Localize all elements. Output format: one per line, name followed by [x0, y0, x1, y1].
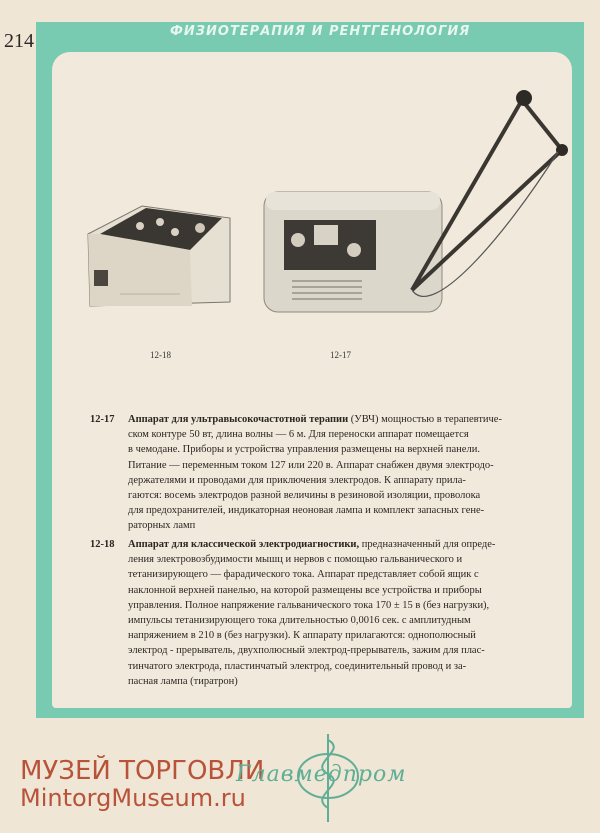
entry-line: управления. Полное напряжение гальванического тока 170 ± 15 в (без нагрузки),	[128, 599, 490, 611]
entry-line: Питание — переменным током 127 или 220 в. Аппарат снабжен двумя электродо-	[128, 459, 494, 471]
photo-electrodiagnostics-apparatus	[80, 198, 240, 310]
museum-watermark: МУЗЕЙ ТОРГОВЛИ	[20, 756, 265, 786]
entry-line: предназначенный для опреде-	[361, 539, 496, 550]
photo-uhf-therapy-apparatus	[262, 80, 582, 330]
entry-line: (УВЧ) мощностью в терапевтиче-	[350, 414, 502, 425]
entry-title: Аппарат для ультравысокочастотной терапии	[128, 414, 349, 425]
entry-12-17	[90, 412, 545, 534]
entry-line: гаются: восемь электродов разной величины в резиновой изоляции, проволока	[128, 490, 481, 502]
caption-12-18: 12-18	[150, 350, 171, 360]
entry-number: 12-18	[90, 539, 115, 550]
entry-12-18	[90, 537, 545, 689]
entry-line: ском контуре 50 вт, длина волны — 6 м. Для переноски аппарат помещается	[128, 429, 469, 441]
entry-line: импульсы тетанизирующего тока длительностью 0,0016 сек. с амплитудным	[128, 615, 471, 627]
entry-number: 12-17	[90, 414, 115, 425]
entry-line: тинчатого электрода, пластинчатый электрод, соединительный провод и за-	[128, 660, 467, 672]
museum-url[interactable]: MintorgMuseum.ru	[20, 784, 246, 812]
caption-12-17: 12-17	[330, 350, 351, 360]
entry-line: раторных ламп	[128, 520, 196, 532]
entry-line: для предохранителей, индикаторная неоновая лампа и комплект запасных гене-	[128, 505, 485, 517]
entry-line: тетанизирующего — фарадического тока. Аппарат представляет собой ящик с	[128, 569, 479, 581]
entry-line: наклонной верхней панелью, на которой размещены все устройства и приборы	[128, 584, 482, 596]
page-number: 214	[4, 30, 34, 52]
entry-line: пасная лампа (тиратрон)	[128, 675, 238, 687]
entry-line: в чемодане. Приборы и устройства управления размещены на верхней панели.	[128, 444, 480, 456]
section-header: ФИЗИОТЕРАПИЯ И РЕНТГЕНОЛОГИЯ	[170, 24, 471, 39]
entry-line: напряжением в 210 в (без нагрузки). К аппарату прилагаются: однополюсный	[128, 630, 476, 642]
entry-title: Аппарат для классической электродиагностики,	[128, 539, 360, 550]
entry-line: держателями и проводами для приключения электродов. К аппарату прила-	[128, 474, 466, 486]
entry-line: ления электровозбудимости мышц и нервов с помощью гальванического и	[128, 554, 463, 566]
electrode-head	[516, 90, 532, 106]
brand-name: Главмедпром	[236, 762, 407, 787]
entry-line: электрод - прерыватель, двухполюсный электрод-прерыватель, зажим для плас-	[128, 645, 485, 657]
